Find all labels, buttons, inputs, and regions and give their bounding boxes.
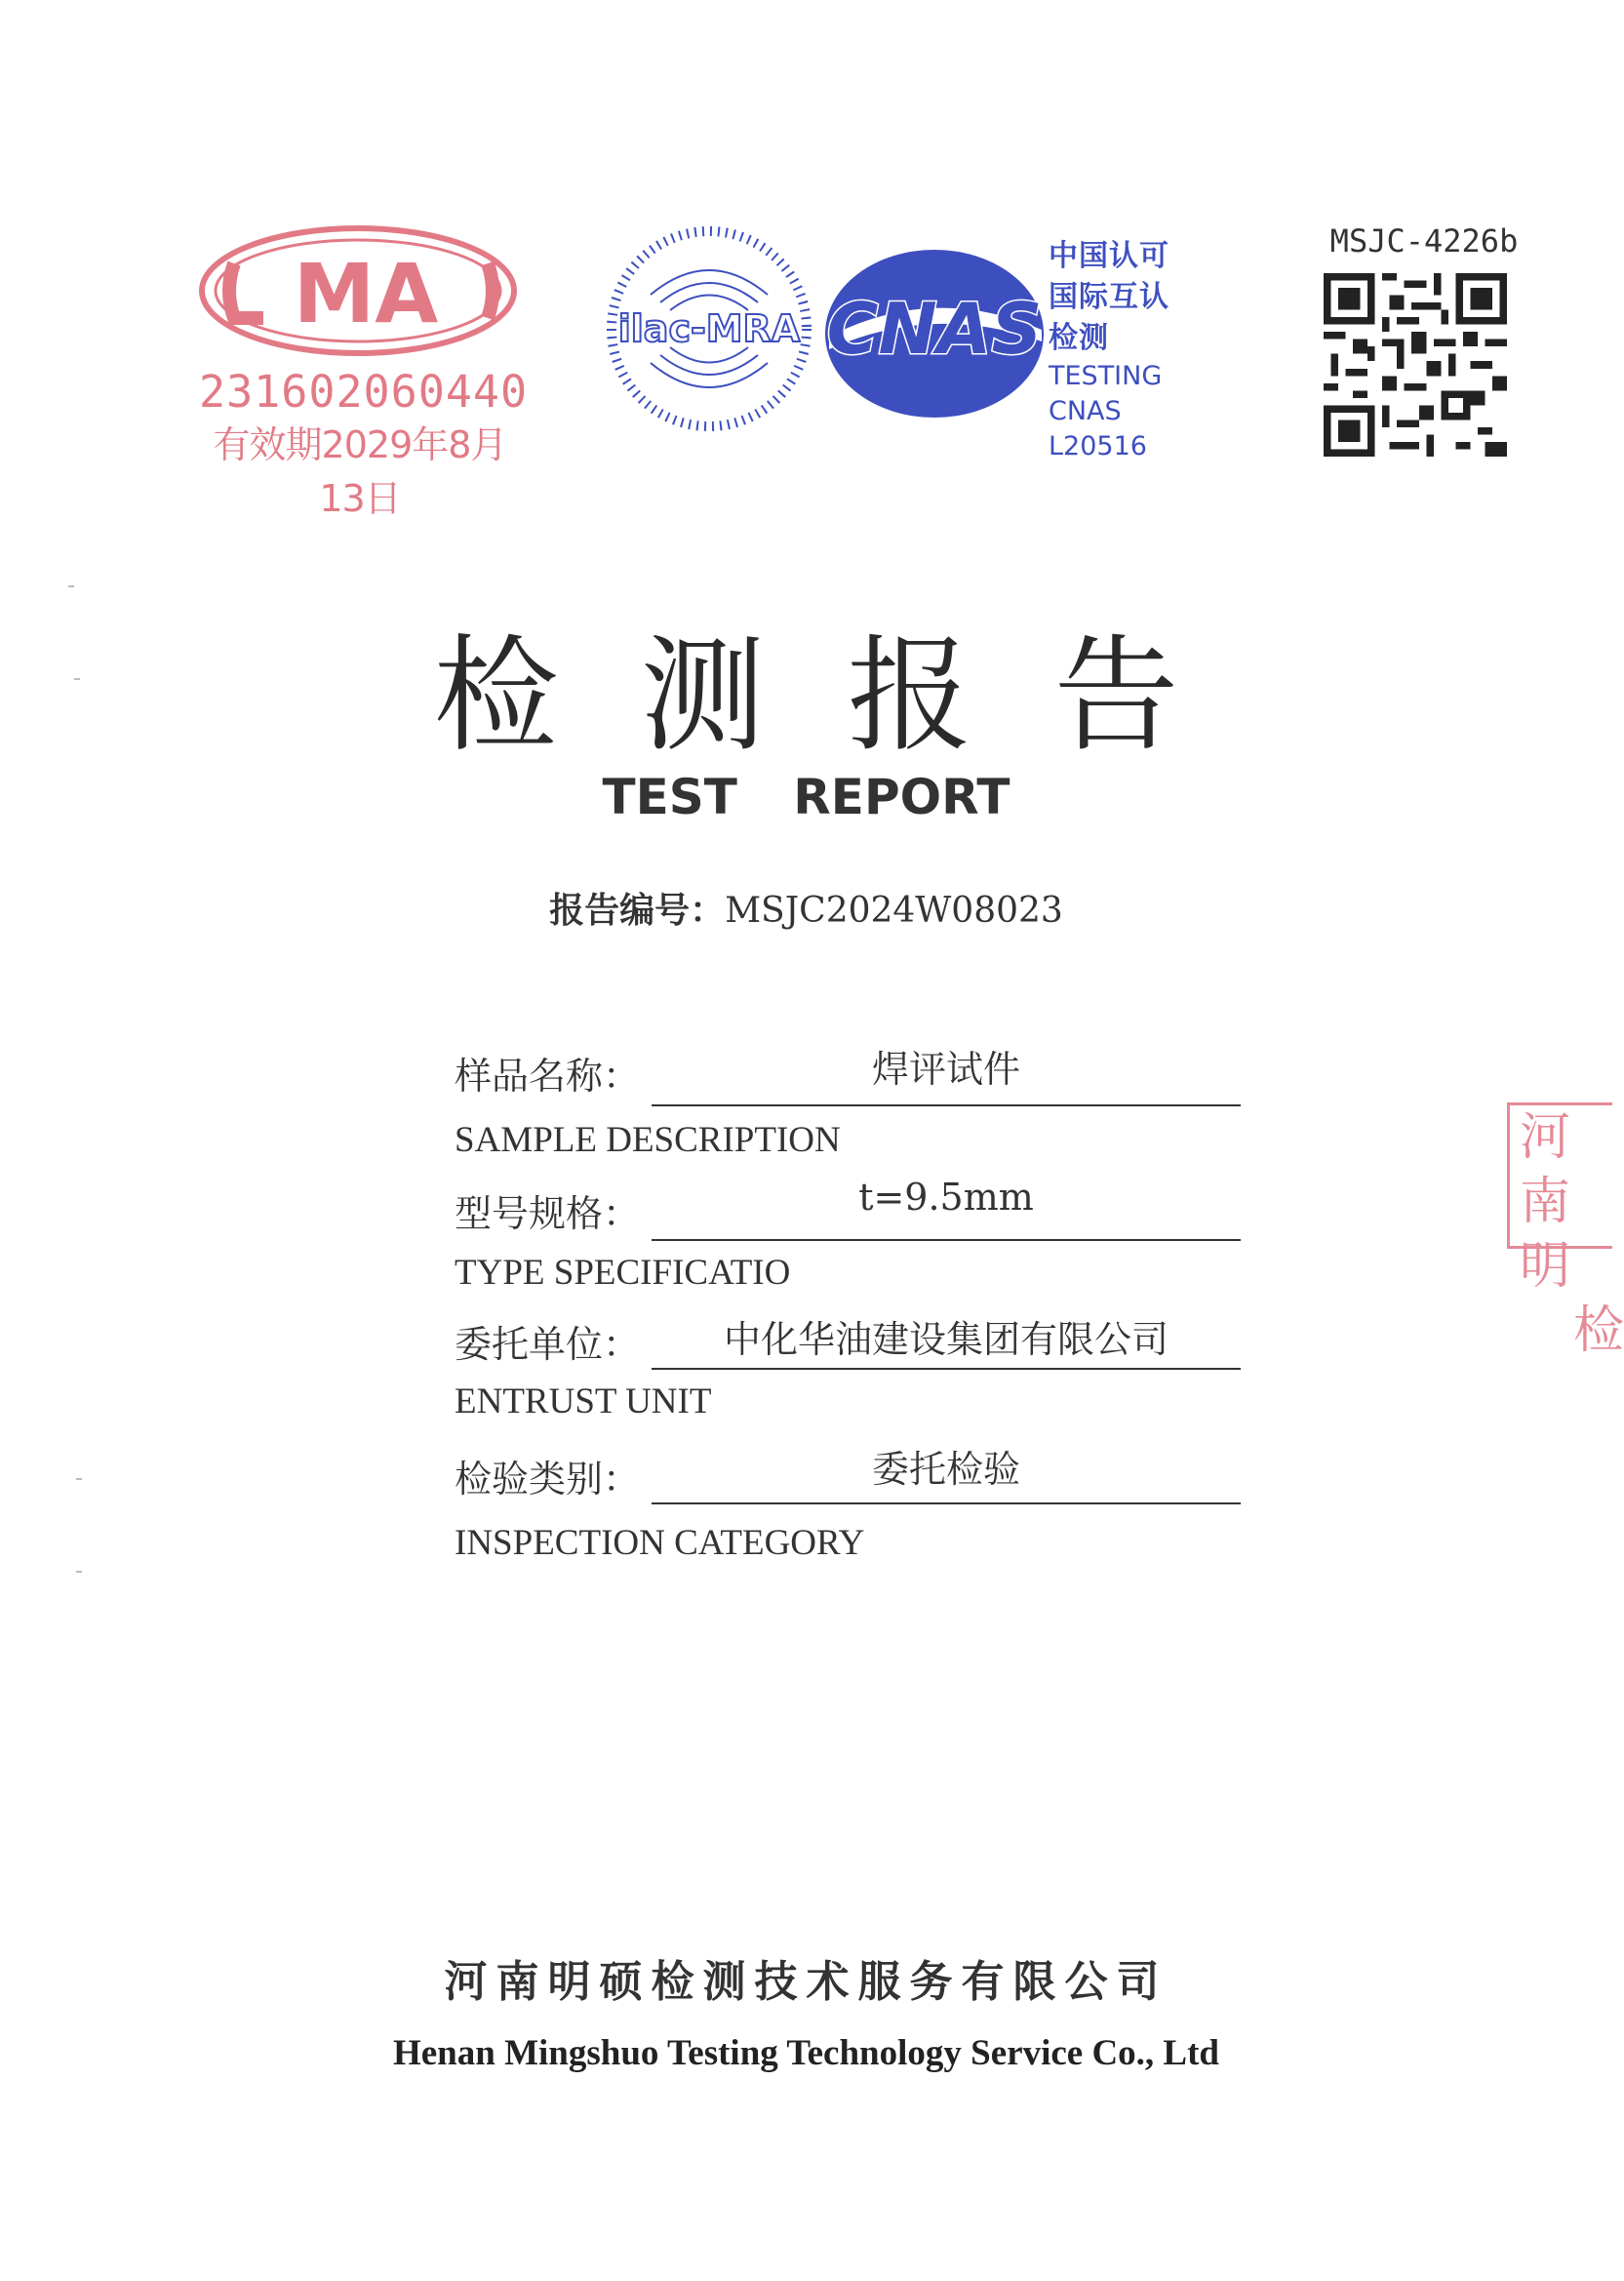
report-number — [0, 883, 1612, 933]
field-value: 中化华油建设集团有限公司 — [723, 1318, 1168, 1361]
cnas-logo-text: CNAS — [826, 288, 1043, 370]
cma-logo-icon — [195, 224, 522, 371]
scan-mark — [76, 1478, 82, 1480]
scan-mark — [68, 585, 74, 587]
report-number-value: MSJC2024W08023 — [725, 891, 1063, 931]
field-value: 委托检验 — [871, 1448, 1020, 1491]
cnas-logo-icon — [819, 244, 1053, 424]
field-label-zh: 型号规格： — [455, 1192, 641, 1235]
scan-mark — [76, 1571, 82, 1573]
cnas-line-zh-1: 中国认可 — [1049, 239, 1169, 273]
qr-code-icon — [1324, 273, 1507, 457]
field-label-en: ENTRUST UNIT — [455, 1381, 712, 1421]
side-seal-stamp — [1507, 1102, 1624, 1360]
field-label-en: INSPECTION CATEGORY — [455, 1523, 865, 1563]
cma-logo-text: MA — [293, 246, 439, 341]
scan-mark — [74, 678, 80, 680]
field-value: t=9.5mm — [858, 1176, 1034, 1219]
cnas-text-block — [1049, 236, 1205, 464]
cnas-line-en-2: CNAS L20516 — [1049, 396, 1147, 461]
side-seal-line-1: 河南明 — [1520, 1108, 1571, 1296]
company-name-en: Henan Mingshuo Testing Technology Service Co., Ltd — [392, 2033, 1220, 2073]
cma-validity: 有效期2029年8月13日 — [213, 423, 507, 520]
field-label-zh: 检验类别： — [455, 1458, 641, 1501]
field-underline — [652, 1502, 1241, 1504]
ilac-text: ilac-MRA — [617, 307, 801, 350]
field-underline — [652, 1368, 1241, 1370]
field-label-zh: 委托单位： — [455, 1323, 641, 1366]
cnas-line-zh-3: 检测 — [1049, 321, 1109, 355]
field-label-en: SAMPLE DESCRIPTION — [455, 1120, 841, 1160]
cma-stamp — [195, 224, 529, 520]
ilac-mra-logo-icon — [607, 226, 812, 436]
field-label-zh: 样品名称： — [455, 1055, 641, 1098]
field-underline — [652, 1104, 1241, 1106]
side-seal-line-2: 检 — [1573, 1301, 1624, 1360]
company-name-zh: 河南明硕检测技术服务有限公司 — [444, 1957, 1168, 2007]
field-underline — [652, 1239, 1241, 1241]
cnas-line-en-1: TESTING — [1049, 361, 1163, 391]
page-title-zh: 检测报告 — [433, 623, 1261, 769]
cma-number: 231602060440 — [199, 366, 529, 418]
page-title-en: TEST REPORT — [602, 769, 1010, 825]
report-number-label: 报告编号： — [549, 891, 726, 931]
field-value: 焊评试件 — [871, 1048, 1020, 1091]
cnas-line-zh-2: 国际互认 — [1049, 280, 1169, 314]
field-label-en: TYPE SPECIFICATIO — [455, 1253, 791, 1293]
qr-code-label: MSJC-4226b — [1329, 222, 1519, 260]
